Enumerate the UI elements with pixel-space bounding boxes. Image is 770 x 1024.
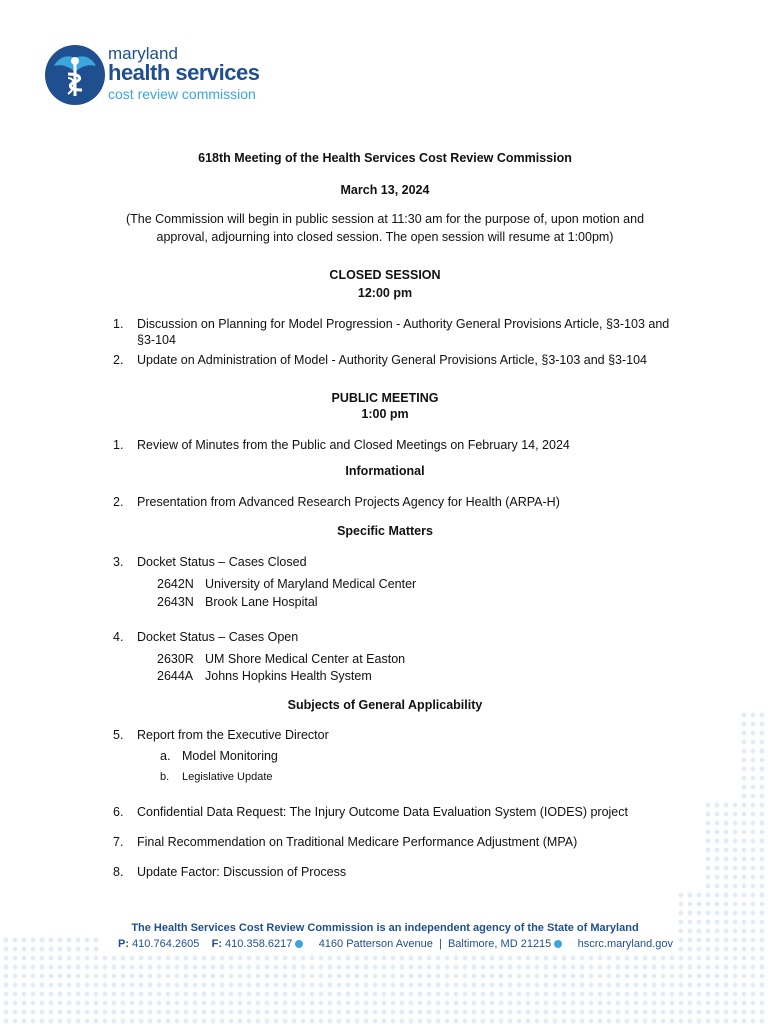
case-code: 2643N (157, 595, 194, 609)
agenda-item-6: Confidential Data Request: The Injury Outcome Data Evaluation System (IODES) project (137, 805, 628, 819)
closed-item-1-line1: Discussion on Planning for Model Progression - Authority General Provisions Article, §3-103 and (137, 317, 670, 331)
case-name: Brook Lane Hospital (205, 595, 318, 609)
agenda-item-number: 4. (113, 630, 124, 644)
public-meeting-time: 1:00 pm (361, 407, 409, 421)
closed-item-number: 2. (113, 353, 124, 367)
agenda-item-number: 1. (113, 438, 124, 452)
agenda-item-number: 7. (113, 835, 124, 849)
closed-item-2: Update on Administration of Model - Authority General Provisions Article, §3-103 and §3-104 (137, 353, 648, 367)
sub-item-a: Model Monitoring (182, 749, 278, 763)
logo-line-cost-review: cost review commission (108, 86, 256, 102)
footer-address: 4160 Patterson Avenue (318, 938, 433, 950)
meeting-title: 618th Meeting of the Health Services Cost Review Commission (198, 151, 572, 165)
sub-item-letter: b. (160, 771, 170, 783)
agenda-item-number: 8. (113, 865, 124, 879)
bullet-dot-icon (554, 940, 562, 948)
case-code: 2642N (157, 577, 194, 591)
agenda-item-5: Report from the Executive Director (137, 728, 329, 742)
session-note-line2: approval, adjourning into closed session. The open session will resume at 1:00pm) (156, 230, 614, 244)
meeting-date: March 13, 2024 (340, 183, 430, 197)
closed-item-1-line2: §3-104 (137, 333, 176, 347)
background-dot-pattern (0, 700, 770, 1024)
logo-line-maryland: maryland (108, 44, 178, 63)
closed-item-number: 1. (113, 317, 124, 331)
case-name: University of Maryland Medical Center (205, 577, 417, 591)
case-name: UM Shore Medical Center at Easton (205, 652, 406, 666)
agenda-item-2: Presentation from Advanced Research Projects Agency for Health (ARPA-H) (137, 495, 560, 509)
section-general-applicability: Subjects of General Applicability (287, 698, 483, 712)
agenda-item-number: 2. (113, 495, 124, 509)
agenda-item-8: Update Factor: Discussion of Process (137, 865, 347, 879)
case-code: 2630R (157, 652, 194, 666)
agenda-item-number: 6. (113, 805, 124, 819)
footer-contact-line (118, 938, 673, 950)
sub-item-letter: a. (160, 749, 171, 763)
footer-separator: | (438, 938, 442, 950)
closed-session-time: 12:00 pm (357, 286, 413, 300)
hscrc-logo-emblem (44, 44, 106, 106)
agenda-item-number: 5. (113, 728, 124, 742)
footer-city: Baltimore, MD 21215 (447, 938, 552, 950)
phone-label: P: (118, 938, 129, 950)
agenda-item-number: 3. (113, 555, 124, 569)
bullet-dot-icon (295, 940, 303, 948)
footer-website-link[interactable]: hscrc.maryland.gov (577, 938, 674, 950)
section-specific-matters: Specific Matters (337, 524, 433, 538)
fax-number: 410.358.6217 (225, 938, 293, 950)
section-informational: Informational (345, 464, 425, 478)
sub-item-b: Legislative Update (182, 771, 273, 783)
session-note-line1: (The Commission will begin in public session at 11:30 am for the purpose of, upon motion and (125, 212, 645, 226)
case-name: Johns Hopkins Health System (205, 669, 372, 683)
agenda-item-1: Review of Minutes from the Public and Closed Meetings on February 14, 2024 (137, 438, 570, 452)
footer-tagline: The Health Services Cost Review Commission is an independent agency of the State of Maryland (131, 922, 639, 934)
closed-session-heading: CLOSED SESSION (329, 268, 441, 282)
phone-number: 410.764.2605 (132, 938, 200, 950)
case-code: 2644A (157, 669, 194, 683)
agenda-item-7: Final Recommendation on Traditional Medicare Performance Adjustment (MPA) (137, 835, 578, 849)
fax-label: F: (211, 938, 222, 950)
logo-line-health-services: health services (108, 60, 260, 85)
agenda-item-4: Docket Status – Cases Open (137, 630, 299, 644)
agenda-item-3: Docket Status – Cases Closed (137, 555, 307, 569)
public-meeting-heading: PUBLIC MEETING (331, 391, 439, 405)
